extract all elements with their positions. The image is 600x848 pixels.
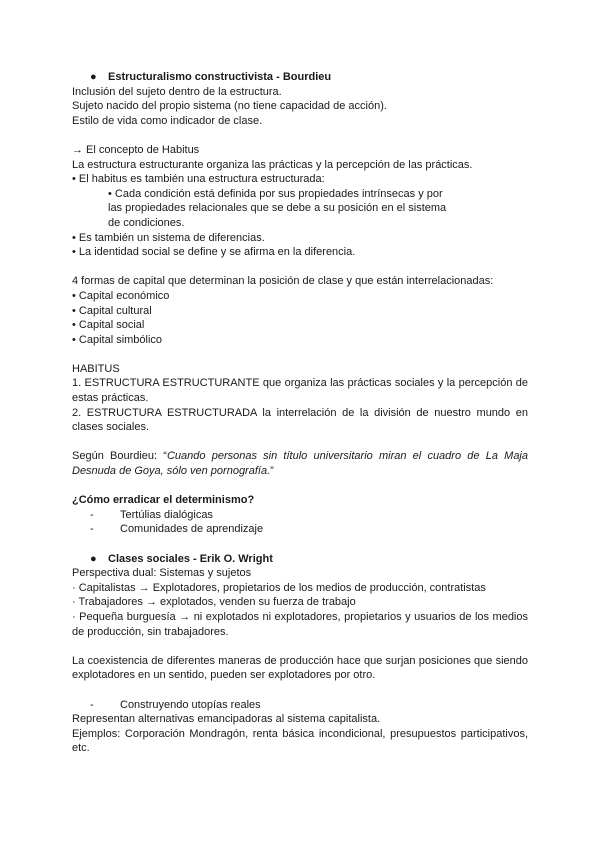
section-heading-bourdieu: ● Estructuralismo constructivista - Bourdieu	[90, 71, 332, 83]
text-line: La estructura estructurante organiza las prácticas y la percepción de las prácticas.	[72, 158, 473, 171]
text-line: Inclusión del sujeto dentro de la estructura.	[72, 85, 282, 98]
list-item: - Construyendo utopías reales	[90, 698, 261, 711]
paragraph: La coexistencia de diferentes maneras de producción hace que surjan posiciones que siendo explotadores en un sentido, pueden ser explotadores por otro.	[72, 654, 528, 682]
bullet-icon: ●	[90, 552, 97, 565]
text-line: · Pequeña burguesía → ni explotados ni explotadores, propietarios y usuarios de los medios de producción, sin trabajadores.	[72, 610, 528, 638]
list-item: • Capital cultural	[72, 304, 152, 317]
list-item: - Comunidades de aprendizaje	[90, 523, 264, 536]
quote-text: Cuando personas sin título universitario miran el cuadro de La Maja Desnuda de Goya, sólo ven pornografía.	[72, 450, 528, 478]
section-heading-wright: ● Clases sociales - Erik O. Wright	[90, 552, 273, 565]
list-item: • La identidad social se define y se afirma en la diferencia.	[72, 246, 356, 259]
sub-list-item: • Cada condición está definida por sus propiedades intrínsecas y por las propiedades relacionales que se debe a su posición en el sistema de condiciones.	[108, 187, 447, 229]
habitus-title: HABITUS	[72, 362, 120, 375]
text-line: · Capitalistas → Explotadores, propietarios de los medios de producción, contratistas	[72, 581, 486, 594]
dash-icon: -	[90, 523, 94, 536]
list-item: • Es también un sistema de diferencias.	[72, 231, 265, 244]
list-item: • Capital social	[72, 319, 145, 332]
paragraph: 2. ESTRUCTURA ESTRUCTURADA la interrelación de la división de nuestro mundo en clases sociales.	[72, 406, 528, 434]
list-item: • Capital económico	[72, 289, 170, 302]
dash-icon: -	[90, 698, 94, 711]
bullet-icon: ●	[90, 71, 97, 83]
dash-icon: -	[90, 508, 94, 521]
quote-paragraph: Según Bourdieu: “Cuando personas sin título universitario miran el cuadro de La Maja Desnuda de Goya, sólo ven pornografía.”	[72, 450, 528, 478]
text-line: Sujeto nacido del propio sistema (no tiene capacidad de acción).	[72, 100, 387, 113]
paragraph: 1. ESTRUCTURA ESTRUCTURANTE que organiza las prácticas sociales y la percepción de estas prácticas.	[72, 377, 528, 405]
document-page	[72, 70, 528, 756]
list-item: • Capital simbólico	[72, 333, 163, 346]
habitus-concept-title: → El concepto de Habitus	[72, 143, 200, 156]
text-line: Representan alternativas emancipadoras al sistema capitalista.	[72, 713, 381, 726]
paragraph: Ejemplos: Corporación Mondragón, renta básica incondicional, presupuestos participativos, etc.	[72, 727, 528, 755]
text-line: · Trabajadores → explotados, venden su fuerza de trabajo	[72, 596, 356, 609]
capital-intro: 4 formas de capital que determinan la posición de clase y que están interrelacionadas:	[72, 275, 494, 288]
list-item: • El habitus es también una estructura estructurada:	[72, 173, 325, 186]
text-line: Estilo de vida como indicador de clase.	[72, 114, 263, 127]
text-line: Perspectiva dual: Sistemas y sujetos	[72, 567, 252, 580]
list-item: - Tertúlias dialógicas	[90, 508, 213, 521]
determinism-heading: ¿Cómo erradicar el determinismo?	[72, 494, 255, 507]
